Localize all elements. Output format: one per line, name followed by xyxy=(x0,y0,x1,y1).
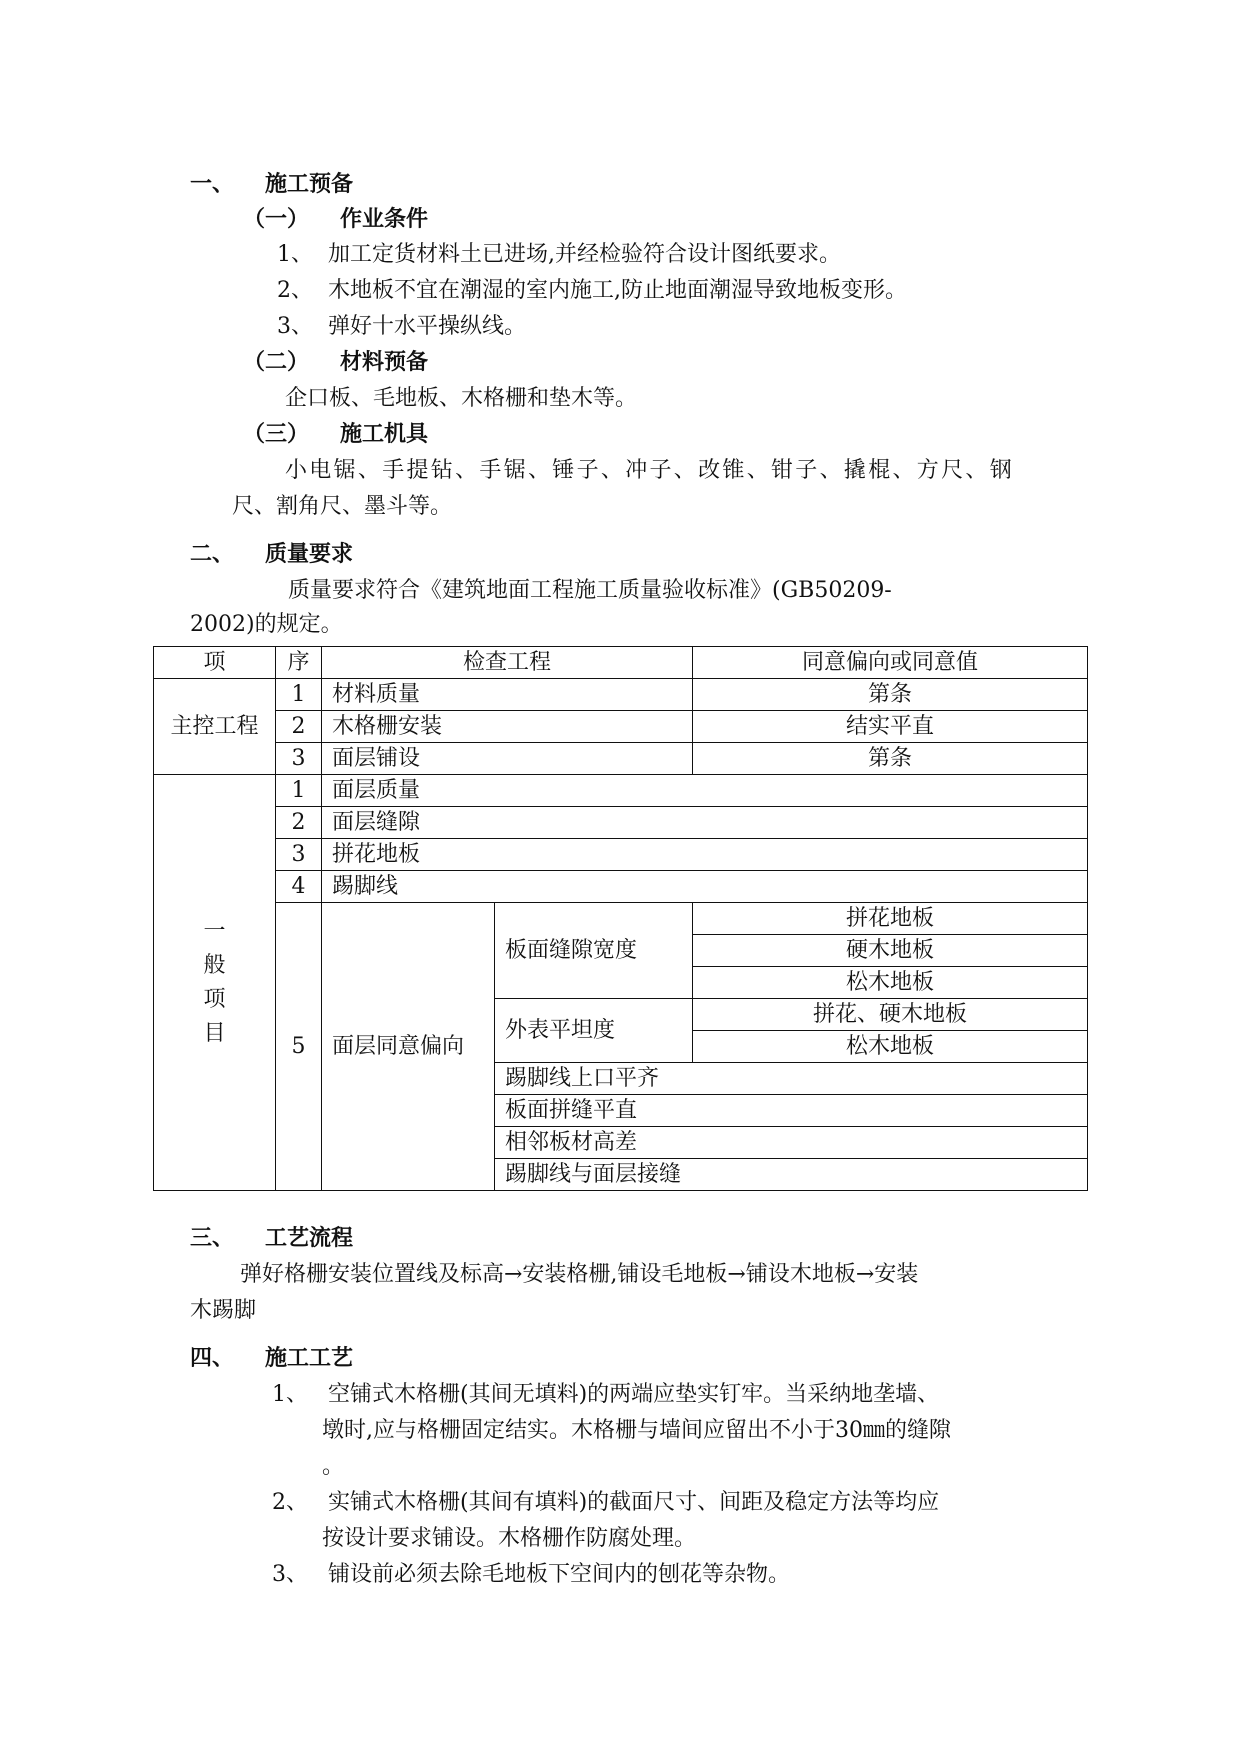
tools-text-line-1: 小电锯、手提钻、手锯、锤子、冲子、改锥、钳子、撬棍、方尺、钢 xyxy=(285,458,1015,483)
deviation-item: 踢脚线与面层接缝 xyxy=(495,1159,1088,1191)
list-item-text: 加工定货材料土已进场,并经检验符合设计图纸要求。 xyxy=(328,242,841,267)
section-3-number: 三、 xyxy=(190,1226,235,1251)
section-2-title: 质量要求 xyxy=(265,542,354,567)
header-seq: 序 xyxy=(276,647,322,679)
main-control-group: 主控工程 xyxy=(154,679,276,775)
gap-width-sub: 硬木地板 xyxy=(693,935,1088,967)
table-row xyxy=(154,679,1088,711)
subsection-1-3-number: （三） xyxy=(243,422,310,447)
deviation-item: 相邻板材高差 xyxy=(495,1127,1088,1159)
list-item-text: 空铺式木格栅(其间无填料)的两端应垫实钉牢。当采纳地垄墙、 xyxy=(328,1382,940,1407)
row-allow: 结实平直 xyxy=(693,711,1088,743)
table-header-row xyxy=(154,647,1088,679)
gap-width-label: 板面缝隙宽度 xyxy=(495,903,693,999)
flatness-sub: 拼花、硬木地板 xyxy=(693,999,1088,1031)
subsection-1-2-title: 材料预备 xyxy=(340,350,429,375)
row-allow: 第条 xyxy=(693,743,1088,775)
list-item-number: 1、 xyxy=(277,242,313,267)
section-4-number: 四、 xyxy=(190,1346,235,1371)
process-text-line-2: 木踢脚 xyxy=(190,1298,257,1323)
header-item: 项 xyxy=(154,647,276,679)
table-row xyxy=(154,775,1088,807)
row-allow: 第条 xyxy=(693,679,1088,711)
subsection-1-2-number: （二） xyxy=(243,350,310,375)
row-check: 木格栅安装 xyxy=(322,711,693,743)
list-item-number: 3、 xyxy=(272,1562,308,1587)
row-check: 面层质量 xyxy=(322,775,1088,807)
row-check: 面层同意偏向 xyxy=(322,903,495,1191)
deviation-item: 板面拼缝平直 xyxy=(495,1095,1088,1127)
row-check: 拼花地板 xyxy=(322,839,1088,871)
row-seq: 1 xyxy=(276,775,322,807)
process-text-line-1: 弹好格栅安装位置线及标高→安装格栅,铺设毛地板→铺设木地板→安装 xyxy=(240,1262,919,1287)
row-check: 面层缝隙 xyxy=(322,807,1088,839)
row-check: 面层铺设 xyxy=(322,743,693,775)
list-item-text: 铺设前必须去除毛地板下空间内的刨花等杂物。 xyxy=(328,1562,791,1587)
list-item-text: 按设计要求铺设。木格栅作防腐处理。 xyxy=(322,1526,697,1551)
subsection-1-1-number: （一） xyxy=(243,207,310,232)
section-1-title: 施工预备 xyxy=(265,172,354,197)
flatness-sub: 松木地板 xyxy=(693,1031,1088,1063)
quality-text-line-1: 质量要求符合《建筑地面工程施工质量验收标准》(GB50209- xyxy=(288,578,892,603)
general-group-char: 一 xyxy=(203,918,226,944)
row-seq: 4 xyxy=(276,871,322,903)
table-row xyxy=(154,839,1088,871)
list-item-number: 1、 xyxy=(272,1382,308,1407)
materials-text: 企口板、毛地板、木格栅和垫木等。 xyxy=(285,386,638,411)
header-allow: 同意偏向或同意值 xyxy=(693,647,1088,679)
gap-width-sub: 松木地板 xyxy=(693,967,1088,999)
quality-table xyxy=(153,646,1088,1191)
list-item-text: 木地板不宜在潮湿的室内施工,防止地面潮湿导致地板变形。 xyxy=(328,278,907,303)
row-seq: 2 xyxy=(276,807,322,839)
table-row xyxy=(154,903,1088,935)
general-items-group xyxy=(154,775,276,1191)
table-row xyxy=(154,807,1088,839)
row-check: 踢脚线 xyxy=(322,871,1088,903)
table-row xyxy=(154,711,1088,743)
subsection-1-3-title: 施工机具 xyxy=(340,422,429,447)
gap-width-sub: 拼花地板 xyxy=(693,903,1088,935)
quality-text-line-2: 2002)的规定。 xyxy=(190,612,343,637)
table-row xyxy=(154,871,1088,903)
row-seq: 5 xyxy=(276,903,322,1191)
list-item-text: 弹好十水平操纵线。 xyxy=(328,314,527,339)
row-seq: 2 xyxy=(276,711,322,743)
row-seq: 3 xyxy=(276,743,322,775)
list-item-text: 墩时,应与格栅固定结实。木格栅与墙间应留出不小于30㎜的缝隙 xyxy=(322,1418,951,1443)
general-group-char: 目 xyxy=(203,1020,226,1046)
flatness-label: 外表平坦度 xyxy=(495,999,693,1063)
section-3-title: 工艺流程 xyxy=(265,1226,354,1251)
list-item-number: 2、 xyxy=(277,278,313,303)
list-item-number: 2、 xyxy=(272,1490,308,1515)
table-row xyxy=(154,743,1088,775)
section-4-title: 施工工艺 xyxy=(265,1346,354,1371)
list-item-text: 实铺式木格栅(其间有填料)的截面尺寸、间距及稳定方法等均应 xyxy=(328,1490,940,1515)
general-group-char: 项 xyxy=(203,986,226,1012)
tools-text-line-2: 尺、割角尺、墨斗等。 xyxy=(232,494,453,519)
subsection-1-1-title: 作业条件 xyxy=(340,207,429,232)
general-group-char: 般 xyxy=(203,952,226,978)
row-seq: 1 xyxy=(276,679,322,711)
list-item-number: 3、 xyxy=(277,314,313,339)
row-check: 材料质量 xyxy=(322,679,693,711)
deviation-item: 踢脚线上口平齐 xyxy=(495,1063,1088,1095)
list-item-text: 。 xyxy=(322,1454,345,1479)
header-check: 检查工程 xyxy=(322,647,693,679)
section-1-number: 一、 xyxy=(190,172,235,197)
row-seq: 3 xyxy=(276,839,322,871)
section-2-number: 二、 xyxy=(190,542,235,567)
